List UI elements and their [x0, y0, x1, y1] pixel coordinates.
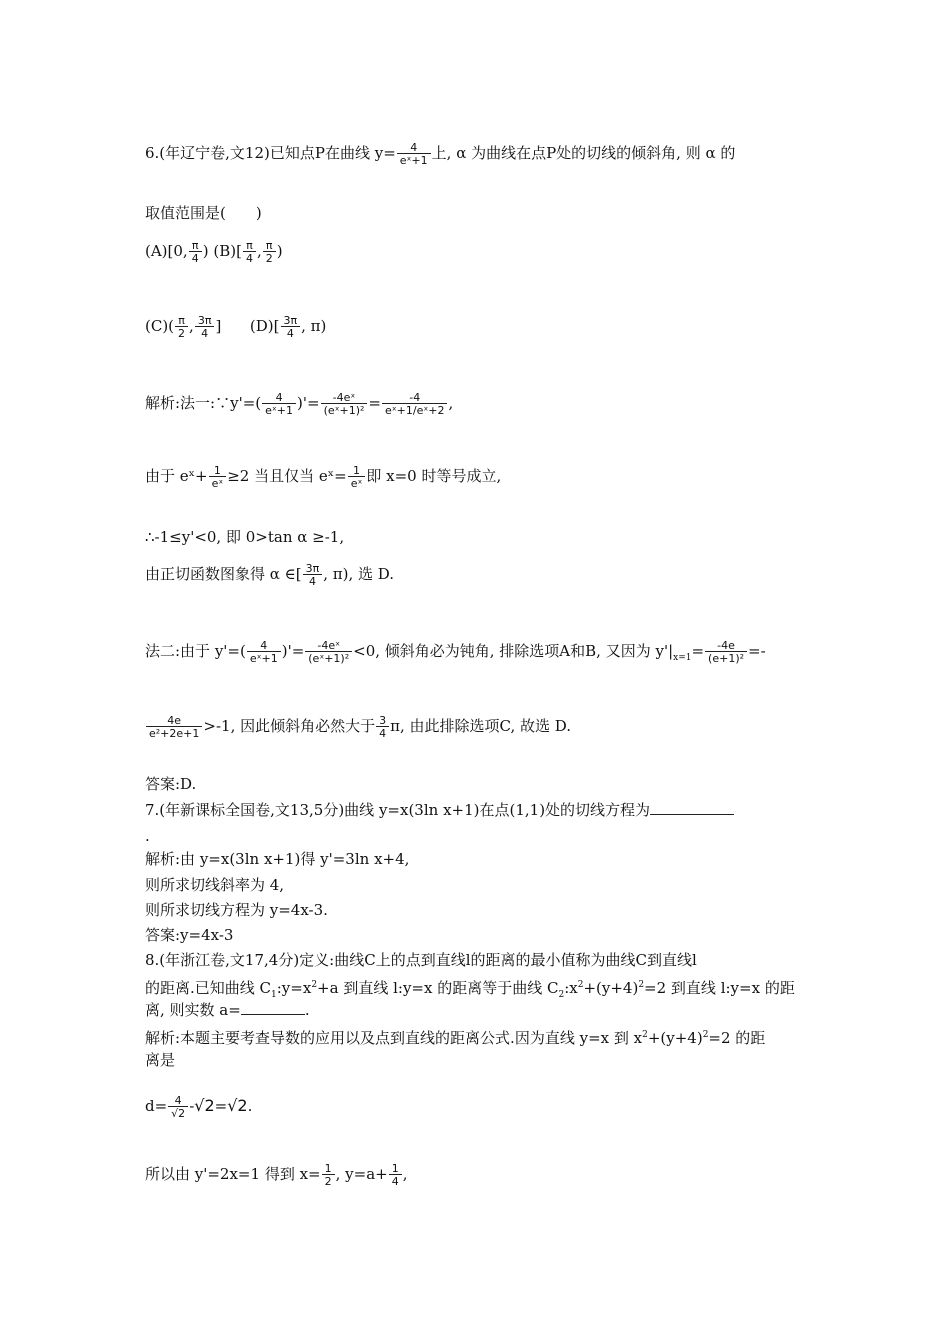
numerator: π	[263, 240, 276, 252]
fraction	[397, 142, 431, 166]
text: +(y+4)	[647, 1029, 703, 1047]
denominator: 4	[286, 327, 294, 340]
fraction	[195, 315, 215, 339]
denominator: (eˣ+1)²	[323, 404, 365, 417]
fraction	[376, 715, 389, 739]
q7-solution-line1: 解析:由 y=x(3ln x+1)得 y'=3ln x+4,	[145, 850, 410, 868]
numerator: 3π	[303, 563, 323, 575]
fraction	[262, 392, 296, 416]
option-d-label: (D)[	[249, 317, 280, 335]
q7-solution-line2: 则所求切线斜率为 4,	[145, 876, 285, 894]
fraction	[382, 392, 447, 416]
fraction	[305, 640, 352, 664]
denominator: 2	[324, 1175, 332, 1188]
text: ,	[402, 1165, 408, 1183]
fraction	[348, 465, 366, 489]
text: 由正切函数图象得 α ∈[	[145, 565, 302, 583]
denominator: 4	[308, 575, 316, 588]
fraction	[209, 465, 227, 489]
text: )'=	[297, 394, 320, 412]
numerator: 3π	[195, 315, 215, 327]
q8-solution-last	[145, 1163, 408, 1187]
text: 法二:由于 y'=(	[145, 642, 246, 660]
q7-stem	[145, 800, 734, 820]
text: :x	[564, 979, 578, 997]
subscript: 2	[558, 990, 565, 1000]
numerator: 1	[389, 1163, 402, 1175]
fraction	[263, 240, 276, 264]
subscript: 1	[271, 990, 277, 1000]
text: .	[247, 1097, 253, 1115]
text: ≥2 当且仅当 eˣ=	[227, 467, 347, 485]
fraction	[146, 715, 202, 739]
numerator: -4eˣ	[321, 392, 368, 404]
text: 所以由 y'=2x=1 得到 x=	[145, 1165, 321, 1183]
text: )	[276, 242, 283, 260]
q7-stem-end: .	[145, 827, 150, 845]
text: 上, α 为曲线在点P处的切线的倾斜角, 则 α 的	[431, 144, 736, 162]
text: 即 x=0 时等号成立,	[366, 467, 502, 485]
denominator: 2	[265, 252, 273, 265]
text: 解析:法一:∵y'=(	[145, 394, 262, 412]
denominator: (e+1)²	[708, 652, 745, 665]
subscript: x=1	[673, 653, 692, 663]
text: =	[214, 1097, 228, 1115]
denominator: eˣ+1	[265, 404, 294, 417]
denominator: eˣ+1/eˣ+2	[385, 404, 445, 417]
q8-distance-formula	[145, 1095, 252, 1119]
numerator: 1	[322, 1163, 335, 1175]
denominator: eˣ+1	[249, 652, 278, 665]
text: π, 由此排除选项C, 故选 D.	[390, 717, 572, 735]
text: >-1, 因此倾斜角必然大于	[203, 717, 376, 735]
superscript: 2	[311, 980, 318, 990]
text: 7.(年新课标全国卷,文13,5分)曲线 y=x(3ln x+1)在点(1,1)处的切线方程为	[145, 801, 651, 819]
fraction	[705, 640, 747, 664]
denominator: 2	[178, 327, 186, 340]
option-c-label: (C)(	[145, 317, 175, 335]
option-b-label: (B)[	[213, 242, 242, 260]
text: 由于 eˣ+	[145, 467, 208, 485]
text: :y=x	[276, 979, 312, 997]
numerator: -4eˣ	[305, 640, 352, 652]
numerator: 4	[262, 392, 296, 404]
answer-blank	[241, 1000, 305, 1015]
q6-stem-line2: 取值范围是( )	[145, 204, 262, 222]
q8-stem-line1: 8.(年浙江卷,文17,4分)定义:曲线C上的点到直线l的距离的最小值称为曲线C到直线l	[145, 951, 697, 969]
superscript: 2	[638, 980, 645, 990]
denominator: 4	[391, 1175, 399, 1188]
q7-solution-line3: 则所求切线方程为 y=4x-3.	[145, 901, 328, 919]
answer-blank	[650, 800, 734, 815]
numerator: 3	[376, 715, 389, 727]
q6-answer: 答案:D.	[145, 775, 197, 793]
q8-stem-line3	[145, 1000, 310, 1020]
sqrt-two: √2	[227, 1096, 248, 1115]
fraction	[322, 1163, 335, 1187]
fraction	[321, 392, 368, 416]
text: =	[368, 394, 381, 412]
text: 的距离.已知曲线 C	[145, 979, 272, 997]
fraction	[389, 1163, 402, 1187]
text: <0, 倾斜角必为钝角, 排除选项A和B, 又因为 y'|	[353, 642, 674, 660]
numerator: 1	[348, 465, 366, 477]
numerator: 3π	[281, 315, 301, 327]
denominator: eˣ	[211, 477, 224, 490]
numerator: π	[175, 315, 188, 327]
q6-options-ab: (A)[0, $\frac{\pi}{4}$ ) (B)[ $\frac{\pi}{4}$ , $\frac{\pi}{2}$ )	[145, 239, 283, 265]
text: , y=a+	[335, 1165, 388, 1183]
fraction	[175, 315, 188, 339]
text: d=	[145, 1097, 168, 1115]
q8-solution-line2: 离是	[145, 1051, 176, 1069]
superscript: 2	[702, 1030, 709, 1040]
q6-method2-line1	[145, 640, 766, 668]
text: )	[202, 242, 209, 260]
q6-method2-line2	[145, 715, 571, 739]
numerator: -4e	[705, 640, 747, 652]
text: +(y+4)	[583, 979, 639, 997]
option-a-label: (A)[0,	[145, 242, 188, 260]
q7-answer: 答案:y=4x-3	[145, 926, 234, 944]
denominator: √2	[171, 1107, 186, 1120]
sqrt-two: √2	[194, 1096, 215, 1115]
text: 离, 则实数 a=	[145, 1001, 241, 1019]
text: -	[189, 1097, 195, 1115]
fraction	[243, 240, 256, 264]
denominator: eˣ+1	[399, 154, 428, 167]
numerator: π	[243, 240, 256, 252]
q6-options-cd: (C)( $\frac{\pi}{2}$ , $\frac{3\pi}{4}$ ] (D)[ $\frac{3\pi}{4}$ , π)	[145, 314, 327, 340]
denominator: (eˣ+1)²	[308, 652, 350, 665]
q6-solution-line4	[145, 563, 394, 587]
text: +a 到直线 l:y=x 的距离等于曲线 C	[317, 979, 559, 997]
numerator: 4e	[146, 715, 202, 727]
numerator: 4	[247, 640, 281, 652]
fraction	[281, 315, 301, 339]
text: =	[691, 642, 705, 660]
numerator: 4	[397, 142, 431, 154]
text: 解析:本题主要考查导数的应用以及点到直线的距离公式.因为直线 y=x 到 x	[145, 1029, 643, 1047]
text: , π)	[301, 317, 327, 335]
fraction	[168, 1095, 188, 1119]
text: ]	[215, 317, 222, 335]
q6-stem-line1	[145, 142, 735, 166]
text: , π), 选 D.	[323, 565, 395, 583]
denominator: 4	[191, 252, 199, 265]
text: =-	[748, 642, 766, 660]
q6-solution-line3: ∴-1≤y'<0, 即 0>tan α ≥-1,	[145, 528, 345, 546]
q6-solution-line1	[145, 392, 453, 416]
denominator: 4	[201, 327, 209, 340]
numerator: 1	[209, 465, 227, 477]
q6-solution-line2	[145, 465, 501, 489]
superscript: 2	[577, 980, 584, 990]
text: =2 的距	[708, 1029, 766, 1047]
denominator: 4	[379, 727, 387, 740]
text: )'=	[281, 642, 305, 660]
q8-solution-line1	[145, 1025, 765, 1048]
fraction	[303, 563, 323, 587]
fraction	[189, 240, 202, 264]
numerator: 4	[168, 1095, 188, 1107]
denominator: eˣ	[350, 477, 363, 490]
superscript: 2	[642, 1030, 648, 1040]
fraction	[247, 640, 281, 664]
numerator: π	[189, 240, 202, 252]
text: =2 到直线 l:y=x 的距	[644, 979, 795, 997]
numerator: -4	[382, 392, 447, 404]
text: .	[304, 1001, 310, 1019]
denominator: e²+2e+1	[149, 727, 200, 740]
text: 6.(年辽宁卷,文12)已知点P在曲线 y=	[145, 144, 396, 162]
text: ,	[448, 394, 454, 412]
denominator: 4	[245, 252, 253, 265]
